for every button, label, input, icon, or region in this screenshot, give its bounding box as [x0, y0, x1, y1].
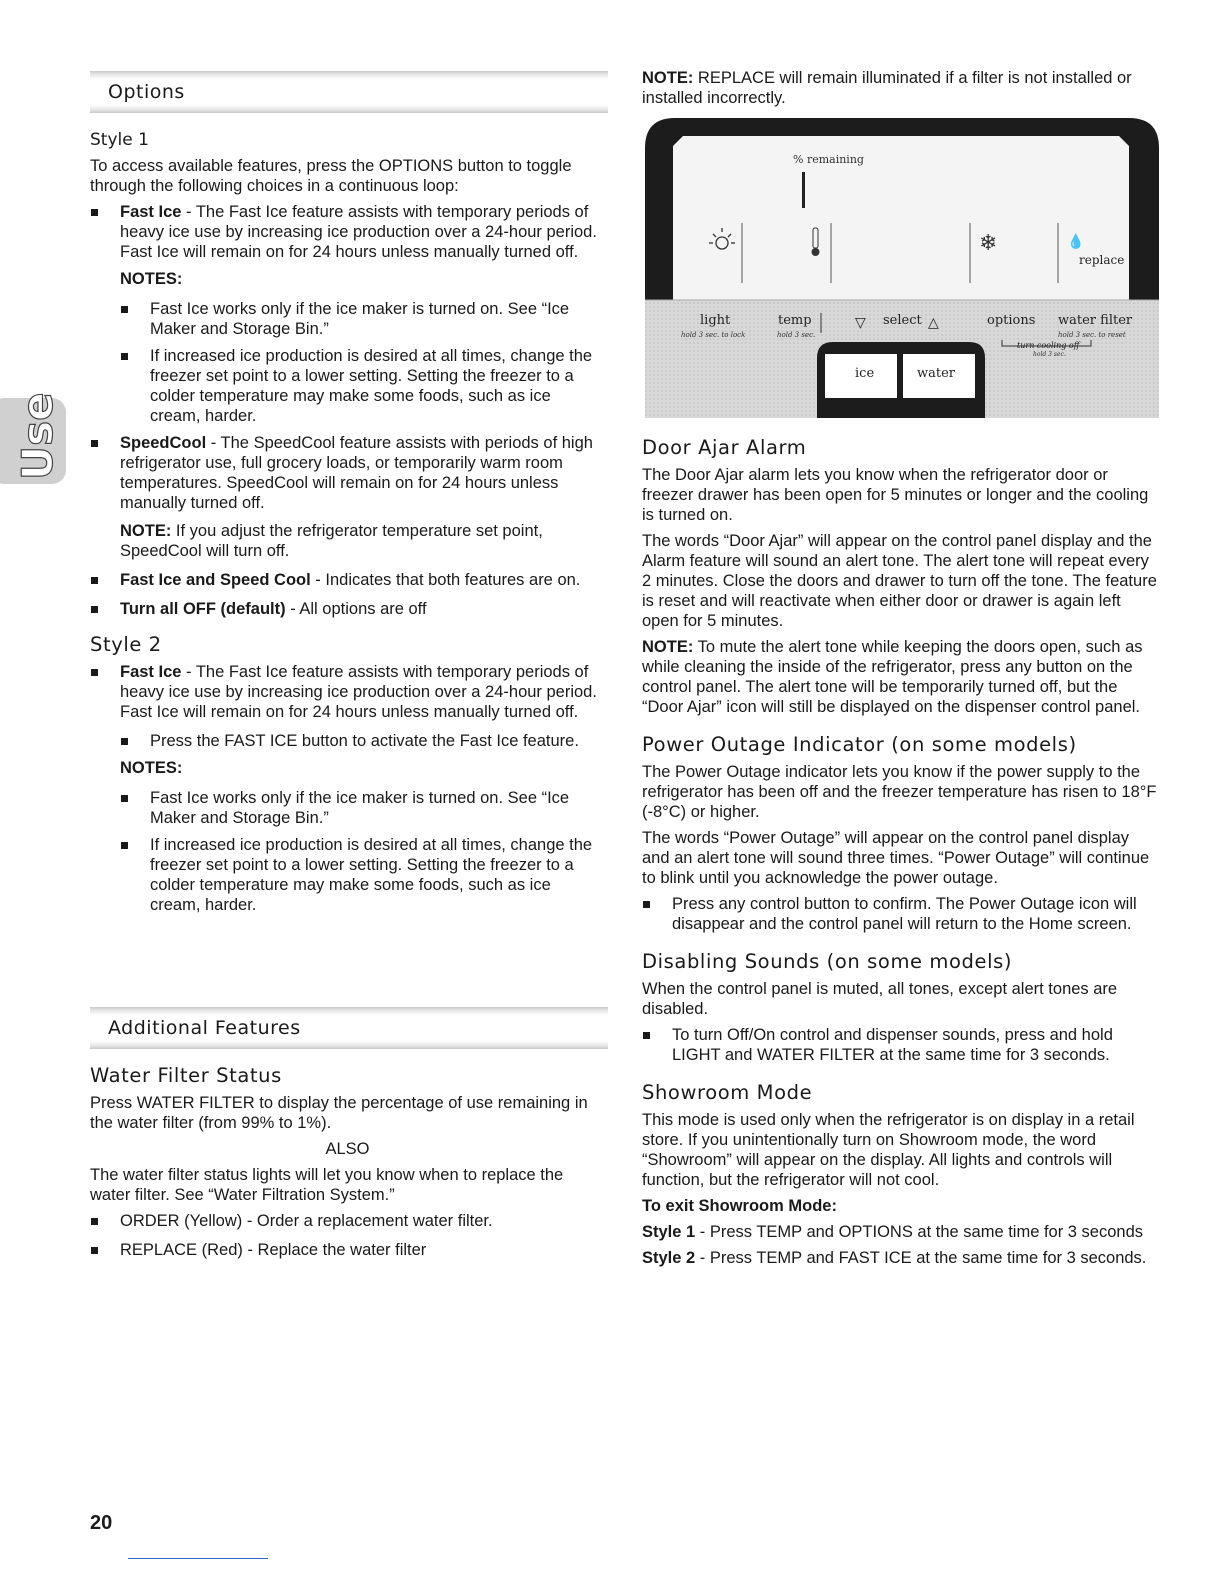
- options-button-label: options: [987, 313, 1036, 328]
- power-outage-item: Press any control button to confirm. The Power Outage icon will disappear and the control panel will return to the Home screen.: [642, 894, 1160, 934]
- left-column: [90, 130, 605, 915]
- door-ajar-note: [642, 637, 1160, 717]
- percent-remaining-label: % remaining: [793, 153, 864, 166]
- replace-item: REPLACE (Red) - Replace the water filter: [90, 1240, 605, 1260]
- temp-button-sublabel: hold 3 sec.: [777, 331, 816, 339]
- remaining-bar: [802, 172, 805, 208]
- control-panel-figure: [645, 118, 1159, 420]
- door-ajar-heading: Door Ajar Alarm: [642, 436, 807, 459]
- page-number: 20: [90, 1512, 113, 1534]
- notes-label: NOTES:: [120, 270, 183, 288]
- snowflake-icon: ❄: [979, 231, 998, 256]
- speedcool-item: [90, 433, 605, 513]
- both-features-item: [90, 570, 605, 590]
- style2-fast-ice-text: - The Fast Ice feature assists with temporary periods of heavy ice use by increasing ice production over a 24-hour period. Fast Ice will remain on for 24 hours unless manually turned off.: [120, 663, 597, 721]
- temp-button-label: temp: [778, 313, 812, 328]
- style2-fast-ice-label: Fast Ice: [120, 663, 182, 681]
- showroom-style2-text: - Press TEMP and FAST ICE at the same time for 3 seconds.: [695, 1249, 1147, 1267]
- showroom-style2-label: Style 2: [642, 1249, 696, 1267]
- fast-ice-item: [90, 202, 605, 262]
- showroom-style1-text: - Press TEMP and OPTIONS at the same time for 3 seconds: [695, 1223, 1144, 1241]
- style2-note-2: If increased ice production is desired at all times, change the freezer set point to a lower setting. Setting the freezer to a colder temperature may make some foods, such as ice cream, harder.: [120, 835, 605, 915]
- fast-ice-label: Fast Ice: [120, 203, 182, 221]
- water-filter-section: [90, 1064, 605, 1260]
- footer-line: [128, 1558, 268, 1559]
- select-button-label: select: [883, 313, 922, 328]
- water-filter-button[interactable]: [1058, 313, 1133, 339]
- speedcool-label: SpeedCool: [120, 434, 207, 452]
- showroom-heading: Showroom Mode: [642, 1081, 813, 1104]
- speedcool-note-text: If you adjust the refrigerator temperature set point, SpeedCool will turn off.: [120, 522, 543, 560]
- light-button-sublabel: hold 3 sec. to lock: [681, 331, 746, 339]
- options-heading-bar: [90, 71, 608, 113]
- water-filter-p1: Press WATER FILTER to display the percentage of use remaining in the water filter (from 99% to 1%).: [90, 1094, 588, 1132]
- water-filter-button-sublabel: hold 3 sec. to reset: [1058, 331, 1126, 339]
- style1-heading: Style 1: [90, 130, 149, 150]
- door-ajar-p2: The words “Door Ajar” will appear on the control panel display and the Alarm feature will sound an alert tone. The alert tone will repeat every 2 minutes. Close the doors and drawer to turn off the tone. The feature is reset and will reactivate when either door or drawer is again left open for 5 minutes.: [642, 532, 1157, 630]
- additional-features-heading: Additional Features: [108, 1017, 301, 1039]
- replace-indicator: replace: [1079, 253, 1125, 267]
- turn-all-off-label: Turn all OFF (default): [120, 600, 286, 618]
- water-button-label: water: [917, 366, 956, 381]
- replace-note: [642, 68, 1160, 108]
- turn-cooling-off-label: turn cooling off: [1017, 341, 1080, 350]
- disabling-sounds-heading: Disabling Sounds (on some models): [642, 950, 1013, 973]
- disabling-sounds-p1: When the control panel is muted, all tones, except alert tones are disabled.: [642, 980, 1118, 1018]
- style2-heading: Style 2: [90, 633, 162, 656]
- also-text: ALSO: [325, 1140, 370, 1158]
- speedcool-note-label: NOTE:: [120, 522, 172, 540]
- door-ajar-note-label: NOTE:: [642, 638, 694, 656]
- light-button-label: light: [700, 313, 731, 328]
- section-tab-use: [0, 392, 70, 490]
- temp-button[interactable]: [777, 313, 815, 339]
- power-outage-heading: Power Outage Indicator (on some models): [642, 733, 1077, 756]
- note-2: If increased ice production is desired at all times, change the freezer set point to a lower setting. Setting the freezer to a colder temperature may make some foods, such as ice cream, harder.: [120, 346, 605, 426]
- speedcool-text: - The SpeedCool feature assists with periods of high refrigerator use, full grocery loads, or temporarily warm room temperatures. SpeedCool will remain on for 24 hours unless manually turned off.: [120, 434, 593, 512]
- turn-all-off-text: - All options are off: [285, 600, 427, 618]
- options-heading: Options: [108, 81, 185, 103]
- down-arrow-icon[interactable]: ▽: [855, 315, 866, 331]
- style2-fast-ice-item: [90, 662, 605, 722]
- water-filter-heading: Water Filter Status: [90, 1064, 282, 1087]
- replace-note-label: NOTE:: [642, 69, 694, 87]
- showroom-style2: [642, 1248, 1160, 1268]
- water-filter-button-label: water filter: [1058, 313, 1133, 328]
- style1-intro: To access available features, press the OPTIONS button to toggle through the following choices in a continuous loop:: [90, 157, 572, 195]
- up-arrow-icon[interactable]: △: [928, 315, 939, 331]
- door-ajar-note-text: To mute the alert tone while keeping the doors open, such as while cleaning the inside of the refrigerator, press any button on the control panel. The alert tone will be temporarily turned off, but the “Door Ajar” icon will still be displayed on the dispenser control panel.: [642, 638, 1143, 716]
- exit-showroom-label: To exit Showroom Mode:: [642, 1197, 837, 1215]
- additional-features-heading-bar: [90, 1007, 608, 1049]
- turn-all-off-item: [90, 599, 605, 619]
- power-outage-p1: The Power Outage indicator lets you know if the power supply to the refrigerator has been off and the freezer temperature has risen to 18°F (-8°C) or higher.: [642, 763, 1157, 821]
- style2-notes-label: NOTES:: [120, 759, 183, 777]
- power-outage-p2: The words “Power Outage” will appear on the control panel display and an alert tone will sound three times. “Power Outage” will continue to blink until you acknowledge the power outage.: [642, 829, 1150, 887]
- fast-ice-text: - The Fast Ice feature assists with temporary periods of heavy ice use by increasing ice production over a 24-hour period. Fast Ice will remain on for 24 hours unless manually turned off.: [120, 203, 597, 261]
- water-drop-icon: 💧: [1067, 234, 1085, 250]
- disabling-sounds-item: To turn Off/On control and dispenser sounds, press and hold LIGHT and WATER FILTER at the same time for 3 seconds.: [642, 1025, 1160, 1065]
- showroom-style1-label: Style 1: [642, 1223, 696, 1241]
- style2-press-item: Press the FAST ICE button to activate the Fast Ice feature.: [120, 731, 605, 751]
- style2-note-1: Fast Ice works only if the ice maker is turned on. See “Ice Maker and Storage Bin.”: [120, 788, 605, 828]
- door-ajar-p1: The Door Ajar alarm lets you know when the refrigerator door or freezer drawer has been open for 5 minutes or longer and the cooling is turned on.: [642, 466, 1149, 524]
- speedcool-note: [90, 521, 605, 561]
- right-column: [642, 436, 1160, 1268]
- control-panel-svg: [645, 118, 1159, 420]
- note-1: Fast Ice works only if the ice maker is turned on. See “Ice Maker and Storage Bin.”: [120, 299, 605, 339]
- ice-button-label: ice: [855, 366, 875, 381]
- water-filter-p2: The water filter status lights will let you know when to replace the water filter. See “Water Filtration System.”: [90, 1166, 564, 1204]
- turn-cooling-off-sublabel: hold 3 sec.: [1033, 351, 1066, 358]
- options-button[interactable]: [987, 313, 1035, 328]
- replace-note-block: [642, 68, 1160, 108]
- replace-note-text: REPLACE will remain illuminated if a filter is not installed or installed incorrectly.: [642, 69, 1132, 107]
- both-features-label: Fast Ice and Speed Cool: [120, 571, 311, 589]
- showroom-p1: This mode is used only when the refrigerator is on display in a retail store. If you unintentionally turn on Showroom mode, the word “Showroom” will appear on the display. All lights and controls will function, but the refrigerator will not cool.: [642, 1111, 1135, 1189]
- section-tab-label: Use: [13, 392, 62, 480]
- order-item: ORDER (Yellow) - Order a replacement water filter.: [90, 1211, 605, 1231]
- showroom-style1: [642, 1222, 1160, 1242]
- both-features-text: - Indicates that both features are on.: [310, 571, 581, 589]
